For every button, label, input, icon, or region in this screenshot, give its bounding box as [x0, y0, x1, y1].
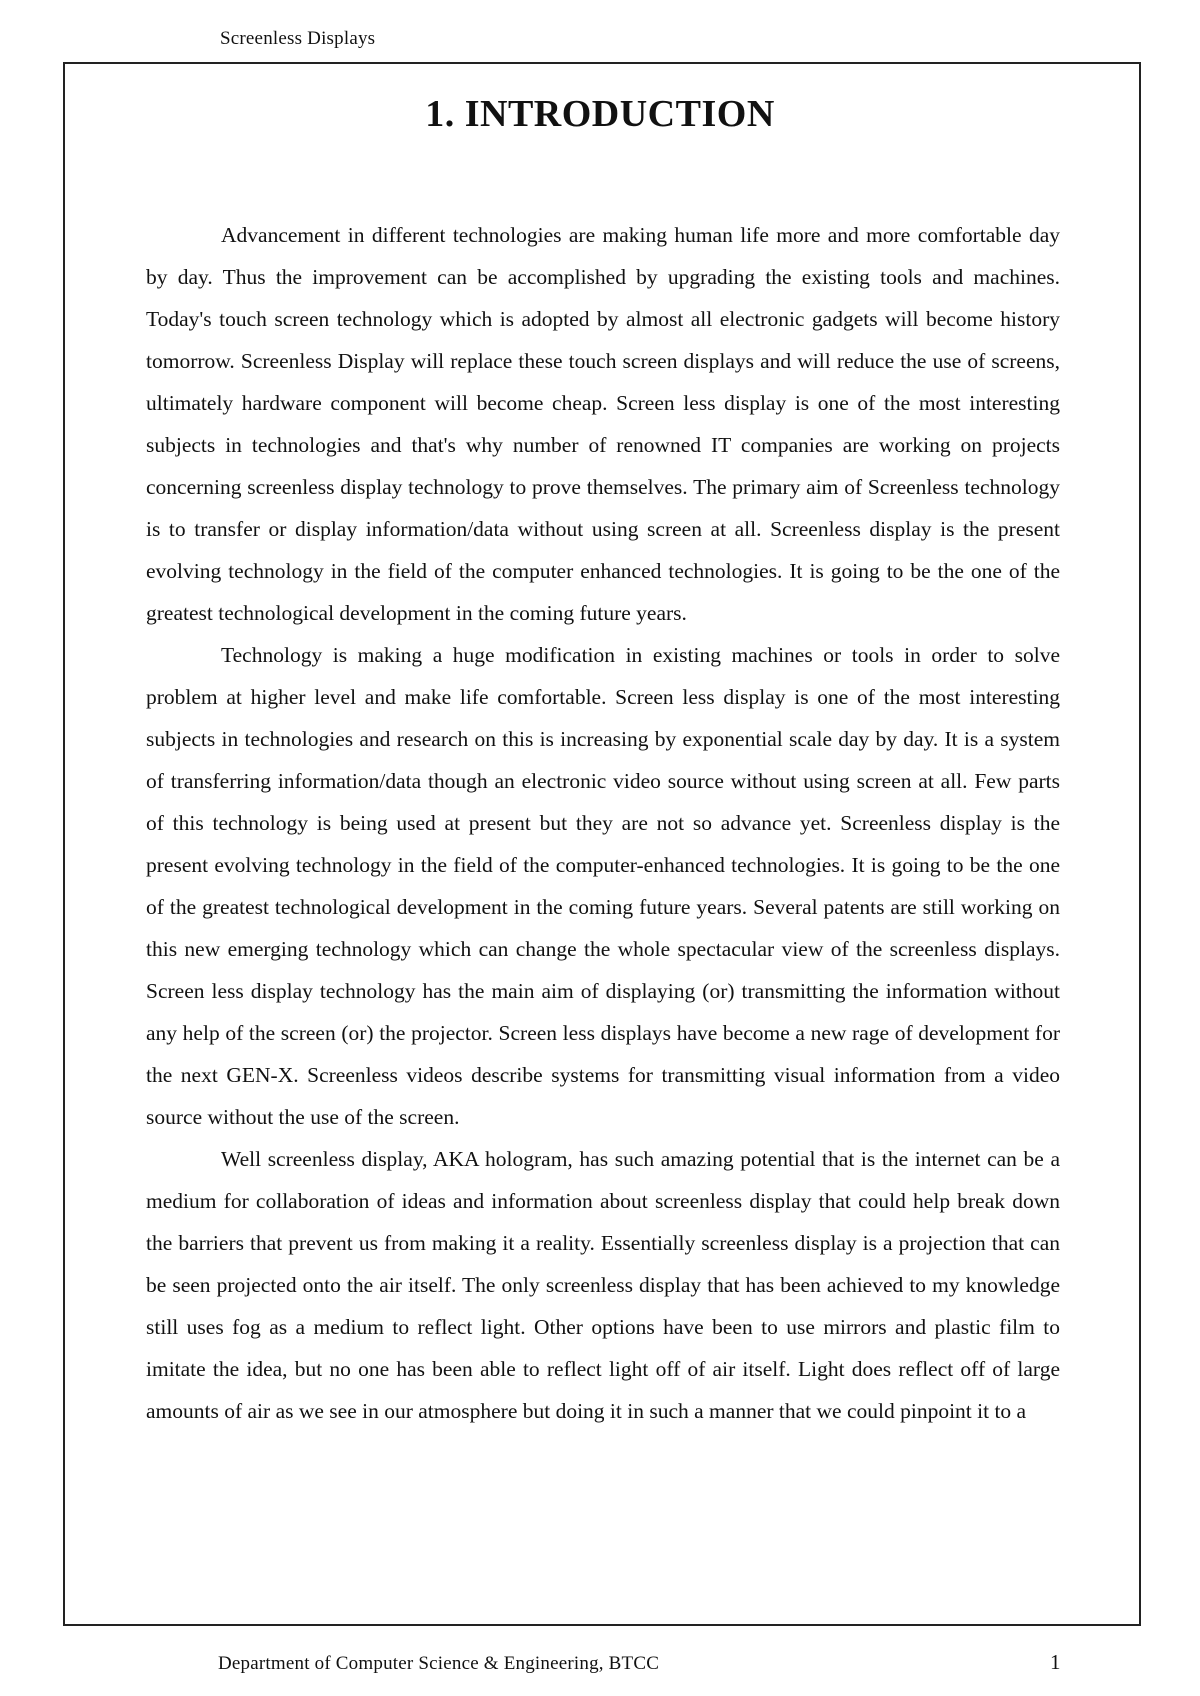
running-header: Screenless Displays: [220, 28, 376, 49]
paragraph-2: Technology is making a huge modification in existing machines or tools in order to solve problem at higher level and make life comfortable. Screen less display is one of the most interesting subjects in technologies and research on this is increasing by exponential scale day by day. It is a system of transferring information/data though an electronic video source without using screen at all. Few parts of this technology is being used at present but they are not so advance yet. Screenless display is the present evolving technology in the field of the computer-enhanced technologies. It is going to be the one of the greatest technological development in the coming future years. Several patents are still working on this new emerging technology which can change the whole spectacular view of the screenless displays. Screen less display technology has the main aim of displaying (or) transmitting the information without any help of the screen (or) the projector. Screen less displays have become a new rage of development for the next GEN-X. Screenless videos describe systems for transmitting visual information from a video source without the use of the screen.: [146, 643, 1060, 1129]
paragraph-1: Advancement in different technologies are making human life more and more comfortable day by day. Thus the improvement can be accomplished by upgrading the existing tools and machines. Today's touch screen technology which is adopted by almost all electronic gadgets will become history tomorrow. Screenless Display will replace these touch screen displays and will reduce the use of screens, ultimately hardware component will become cheap. Screen less display is one of the most interesting subjects in technologies and that's why number of renowned IT companies are working on projects concerning screenless display technology to prove themselves. The primary aim of Screenless technology is to transfer or display information/data without using screen at all. Screenless display is the present evolving technology in the field of the computer enhanced technologies. It is going to be the one of the greatest technological development in the coming future years.: [146, 223, 1060, 625]
body-text: [146, 214, 1060, 1432]
footer-department: Department of Computer Science & Engineering, BTCC: [218, 1653, 660, 1674]
page-number: 1: [1050, 1650, 1061, 1674]
paragraph-3: Well screenless display, AKA hologram, has such amazing potential that is the internet can be a medium for collaboration of ideas and information about screenless display that could help break down the barriers that prevent us from making it a reality. Essentially screenless display is a projection that can be seen projected onto the air itself. The only screenless display that has been achieved to my knowledge still uses fog as a medium to reflect light. Other options have been to use mirrors and plastic film to imitate the idea, but no one has been able to reflect light off of air itself. Light does reflect off of large amounts of air as we see in our atmosphere but doing it in such a manner that we could pinpoint it to a: [146, 1147, 1060, 1423]
chapter-title: 1. INTRODUCTION: [425, 93, 775, 135]
